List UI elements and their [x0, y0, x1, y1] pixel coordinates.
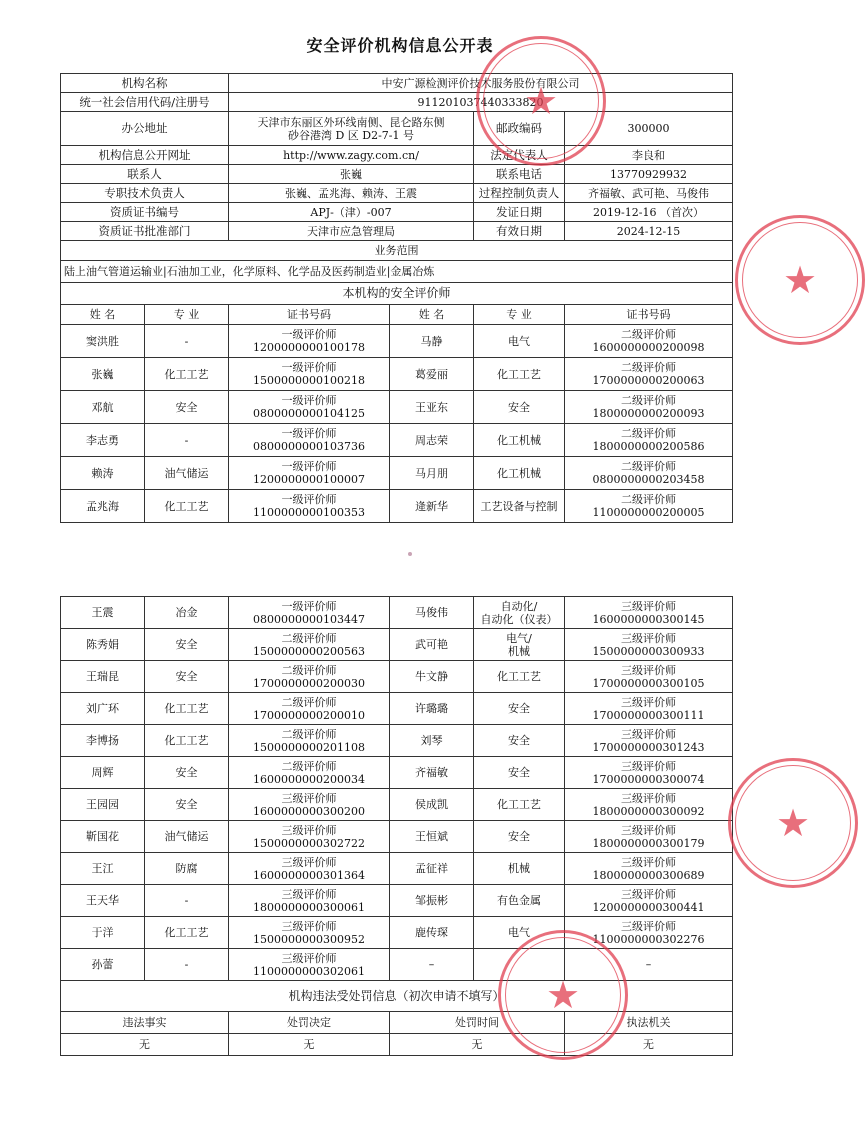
assessor-cert-1: 三级评价师 1600000000300200 — [229, 789, 390, 821]
assessor-major-2: 化工工艺 — [474, 661, 565, 693]
assessor-name-1: 窦洪胜 — [61, 325, 145, 358]
approver-label: 资质证书批准部门 — [61, 222, 229, 241]
cert-no-value: APJ-（津）-007 — [229, 203, 474, 222]
assessor-cert-1: 二级评价师 1500000000201108 — [229, 725, 390, 757]
assessor-major-1: 油气储运 — [145, 821, 229, 853]
assessor-major-2: 安全 — [474, 821, 565, 853]
assessor-major-1: 防腐 — [145, 853, 229, 885]
assessor-major-2: 工艺设备与控制 — [474, 490, 565, 523]
assessor-major-1: 化工工艺 — [145, 490, 229, 523]
company-seal-stamp — [728, 758, 858, 888]
tech-lead-label: 专职技术负责人 — [61, 184, 229, 203]
assessor-major-2: 安全 — [474, 693, 565, 725]
org-name-value: 中安广源检测评价技术服务股份有限公司 — [229, 74, 733, 93]
assessor-cert-1: 二级评价师 1700000000200010 — [229, 693, 390, 725]
assessor-row — [61, 789, 733, 821]
assessor-cert-1: 二级评价师 1700000000200030 — [229, 661, 390, 693]
penalty-value-row — [61, 1034, 733, 1056]
assessor-major-2: 自动化/ 自动化（仪表） — [474, 597, 565, 629]
assessor-major-2: 化工机械 — [474, 457, 565, 490]
assessor-name-2: 刘琴 — [390, 725, 474, 757]
assessor-major-2: 安全 — [474, 391, 565, 424]
assessor-major-1: - — [145, 325, 229, 358]
assessor-name-1: 李博扬 — [61, 725, 145, 757]
assessor-name-1: 王瑞昆 — [61, 661, 145, 693]
valid-date-value: 2024-12-15 — [565, 222, 733, 241]
assessor-major-2: 安全 — [474, 725, 565, 757]
website-label: 机构信息公开网址 — [61, 146, 229, 165]
assessor-major-1: - — [145, 424, 229, 457]
assessor-name-2: 马静 — [390, 325, 474, 358]
assessor-cert-1: 三级评价师 1800000000300061 — [229, 885, 390, 917]
assessor-major-2: 有色金属 — [474, 885, 565, 917]
assessor-cert-2: 二级评价师 1800000000200586 — [565, 424, 733, 457]
assessor-row — [61, 358, 733, 391]
penalty-fact-value: 无 — [61, 1034, 229, 1056]
assessor-name-2: 侯成凯 — [390, 789, 474, 821]
cert-no-label: 资质证书编号 — [61, 203, 229, 222]
assessor-name-1: 孟兆海 — [61, 490, 145, 523]
col-major-2: 专 业 — [474, 305, 565, 325]
assessor-cert-1: 一级评价师 1200000000100007 — [229, 457, 390, 490]
assessor-name-2: 马俊伟 — [390, 597, 474, 629]
assessor-row — [61, 424, 733, 457]
assessor-major-2: 电气 — [474, 917, 565, 949]
company-seal-stamp — [735, 215, 865, 345]
assessor-major-2: 化工工艺 — [474, 789, 565, 821]
assessor-cert-1: 一级评价师 0800000000103736 — [229, 424, 390, 457]
assessor-cert-2: – — [565, 949, 733, 981]
assessor-row — [61, 949, 733, 981]
assessor-cert-2: 三级评价师 1600000000300145 — [565, 597, 733, 629]
assessor-major-1: 安全 — [145, 391, 229, 424]
assessor-major-1: 安全 — [145, 789, 229, 821]
legal-rep-value: 李良和 — [565, 146, 733, 165]
assessor-cert-1: 二级评价师 1600000000200034 — [229, 757, 390, 789]
assessor-cert-2: 三级评价师 1800000000300179 — [565, 821, 733, 853]
assessor-name-2: 王恒斌 — [390, 821, 474, 853]
assessor-name-2: 王亚东 — [390, 391, 474, 424]
assessor-major-2: 化工机械 — [474, 424, 565, 457]
assessor-row — [61, 490, 733, 523]
valid-date-label: 有效日期 — [474, 222, 565, 241]
assessor-major-2 — [474, 949, 565, 981]
penalty-heading: 机构违法受处罚信息（初次申请不填写） — [61, 981, 733, 1012]
assessor-name-1: 陈秀娟 — [61, 629, 145, 661]
assessor-major-1: 化工工艺 — [145, 358, 229, 391]
assessor-name-2: 马月朋 — [390, 457, 474, 490]
penalty-header-row — [61, 1012, 733, 1034]
assessor-cert-1: 三级评价师 1600000000301364 — [229, 853, 390, 885]
penalty-authority-value: 无 — [565, 1034, 733, 1056]
assessor-name-2: 周志荣 — [390, 424, 474, 457]
postcode-label: 邮政编码 — [474, 112, 565, 146]
assessor-name-2: 许璐璐 — [390, 693, 474, 725]
seal-star-icon: ★ — [545, 973, 581, 1017]
assessor-name-2: 牛文静 — [390, 661, 474, 693]
process-lead-value: 齐福敏、武可艳、马俊伟 — [565, 184, 733, 203]
postcode-value: 300000 — [565, 112, 733, 146]
info-table-lower — [60, 596, 733, 1056]
assessor-major-1: 油气储运 — [145, 457, 229, 490]
col-name-2: 姓 名 — [390, 305, 474, 325]
assessor-major-1: - — [145, 949, 229, 981]
assessor-cert-1: 二级评价师 1500000000200563 — [229, 629, 390, 661]
seal-star-icon: ★ — [775, 801, 811, 845]
page-title: 安全评价机构信息公开表 — [306, 36, 494, 55]
seal-star-icon: ★ — [523, 79, 559, 123]
assessor-name-1: 周辉 — [61, 757, 145, 789]
assessor-name-2: 邹振彬 — [390, 885, 474, 917]
scope-value: 陆上油气管道运输业|石油加工业，化学原料、化学品及医药制造业|金属冶炼 — [61, 261, 733, 283]
assessor-name-1: 李志勇 — [61, 424, 145, 457]
assessor-cert-2: 三级评价师 1100000000302276 — [565, 917, 733, 949]
assessor-name-2: 孟征祥 — [390, 853, 474, 885]
contact-value: 张巍 — [229, 165, 474, 184]
assessor-major-1: 化工工艺 — [145, 693, 229, 725]
assessor-name-1: 张巍 — [61, 358, 145, 391]
assessor-major-2: 安全 — [474, 757, 565, 789]
assessor-name-2: 逄新华 — [390, 490, 474, 523]
assessor-name-1: 靳国花 — [61, 821, 145, 853]
tech-lead-value: 张巍、孟兆海、赖涛、王震 — [229, 184, 474, 203]
assessor-cert-1: 一级评价师 0800000000103447 — [229, 597, 390, 629]
assessor-cert-2: 三级评价师 1700000000301243 — [565, 725, 733, 757]
assessor-cert-1: 三级评价师 1100000000302061 — [229, 949, 390, 981]
assessor-major-1: 化工工艺 — [145, 917, 229, 949]
assessor-row — [61, 693, 733, 725]
assessor-major-2: 机械 — [474, 853, 565, 885]
assessor-row — [61, 821, 733, 853]
assessor-cert-2: 三级评价师 1500000000300933 — [565, 629, 733, 661]
assessor-cert-1: 一级评价师 1500000000100218 — [229, 358, 390, 391]
assessor-cert-2: 三级评价师 1700000000300111 — [565, 693, 733, 725]
penalty-time-value: 无 — [390, 1034, 565, 1056]
col-major-1: 专 业 — [145, 305, 229, 325]
seal-star-icon: ★ — [782, 258, 818, 302]
assessor-row — [61, 629, 733, 661]
assessor-major-2: 化工工艺 — [474, 358, 565, 391]
assessor-name-1: 邓航 — [61, 391, 145, 424]
org-name-label: 机构名称 — [61, 74, 229, 93]
approver-value: 天津市应急管理局 — [229, 222, 474, 241]
assessor-row — [61, 725, 733, 757]
assessor-name-1: 王震 — [61, 597, 145, 629]
assessor-row — [61, 853, 733, 885]
website-value: http://www.zagy.com.cn/ — [229, 146, 474, 165]
assessor-name-1: 赖涛 — [61, 457, 145, 490]
assessor-row — [61, 457, 733, 490]
penalty-col-authority: 执法机关 — [565, 1012, 733, 1034]
assessor-name-1: 王江 — [61, 853, 145, 885]
assessor-name-2: 齐福敏 — [390, 757, 474, 789]
assessor-row — [61, 757, 733, 789]
assessor-major-1: 安全 — [145, 629, 229, 661]
assessor-cert-2: 二级评价师 1700000000200063 — [565, 358, 733, 391]
legal-rep-label: 法定代表人 — [474, 146, 565, 165]
penalty-col-decision: 处罚决定 — [229, 1012, 390, 1034]
assessor-major-1: 安全 — [145, 661, 229, 693]
assessor-row — [61, 325, 733, 358]
penalty-col-fact: 违法事实 — [61, 1012, 229, 1034]
assessor-header-row — [61, 305, 733, 325]
scan-mark — [408, 552, 412, 556]
assessor-major-1: 化工工艺 — [145, 725, 229, 757]
process-lead-label: 过程控制负责人 — [474, 184, 565, 203]
assessor-cert-2: 三级评价师 1800000000300092 — [565, 789, 733, 821]
assessor-major-1: - — [145, 885, 229, 917]
assessor-cert-2: 三级评价师 1200000000300441 — [565, 885, 733, 917]
credit-code-value: 911201037440333820 — [229, 93, 733, 112]
info-table-upper — [60, 73, 733, 523]
assessor-cert-2: 二级评价师 1600000000200098 — [565, 325, 733, 358]
assessor-name-2: – — [390, 949, 474, 981]
assessor-major-1: 冶金 — [145, 597, 229, 629]
assessor-cert-1: 一级评价师 1200000000100178 — [229, 325, 390, 358]
assessor-row — [61, 885, 733, 917]
address-label: 办公地址 — [61, 112, 229, 146]
assessor-cert-2: 三级评价师 1700000000300105 — [565, 661, 733, 693]
assessor-cert-1: 一级评价师 0800000000104125 — [229, 391, 390, 424]
assessor-name-1: 于洋 — [61, 917, 145, 949]
scope-label: 业务范围 — [61, 241, 733, 261]
penalty-decision-value: 无 — [229, 1034, 390, 1056]
assessor-name-1: 刘广环 — [61, 693, 145, 725]
assessor-name-2: 葛爱丽 — [390, 358, 474, 391]
assessor-name-1: 王天华 — [61, 885, 145, 917]
assessor-row — [61, 917, 733, 949]
assessor-cert-1: 一级评价师 1100000000100353 — [229, 490, 390, 523]
col-name-1: 姓 名 — [61, 305, 145, 325]
assessor-name-1: 王园园 — [61, 789, 145, 821]
col-cert-2: 证书号码 — [565, 305, 733, 325]
assessor-name-2: 鹿传琛 — [390, 917, 474, 949]
assessor-cert-2: 二级评价师 1100000000200005 — [565, 490, 733, 523]
issue-date-label: 发证日期 — [474, 203, 565, 222]
assessor-cert-2: 三级评价师 1700000000300074 — [565, 757, 733, 789]
assessor-cert-1: 三级评价师 1500000000302722 — [229, 821, 390, 853]
assessor-cert-2: 三级评价师 1800000000300689 — [565, 853, 733, 885]
address-line-1: 天津市东丽区外环线南侧、昆仑路东侧 — [257, 115, 445, 129]
phone-value: 13770929932 — [565, 165, 733, 184]
assessor-row — [61, 661, 733, 693]
assessor-row — [61, 597, 733, 629]
assessor-cert-2: 二级评价师 0800000000203458 — [565, 457, 733, 490]
address-line-2: 砂谷港湾 D 区 D2-7-1 号 — [287, 128, 415, 142]
assessor-name-2: 武可艳 — [390, 629, 474, 661]
penalty-col-time: 处罚时间 — [390, 1012, 565, 1034]
credit-code-label: 统一社会信用代码/注册号 — [61, 93, 229, 112]
assessors-heading: 本机构的安全评价师 — [61, 283, 733, 305]
assessor-row — [61, 391, 733, 424]
assessor-major-2: 电气/ 机械 — [474, 629, 565, 661]
assessor-cert-1: 三级评价师 1500000000300952 — [229, 917, 390, 949]
assessor-major-1: 安全 — [145, 757, 229, 789]
address-value — [229, 112, 474, 146]
issue-date-value: 2019-12-16 （首次） — [565, 203, 733, 222]
phone-label: 联系电话 — [474, 165, 565, 184]
assessor-name-1: 孙蕾 — [61, 949, 145, 981]
contact-label: 联系人 — [61, 165, 229, 184]
assessor-major-2: 电气 — [474, 325, 565, 358]
col-cert-1: 证书号码 — [229, 305, 390, 325]
assessor-cert-2: 二级评价师 1800000000200093 — [565, 391, 733, 424]
